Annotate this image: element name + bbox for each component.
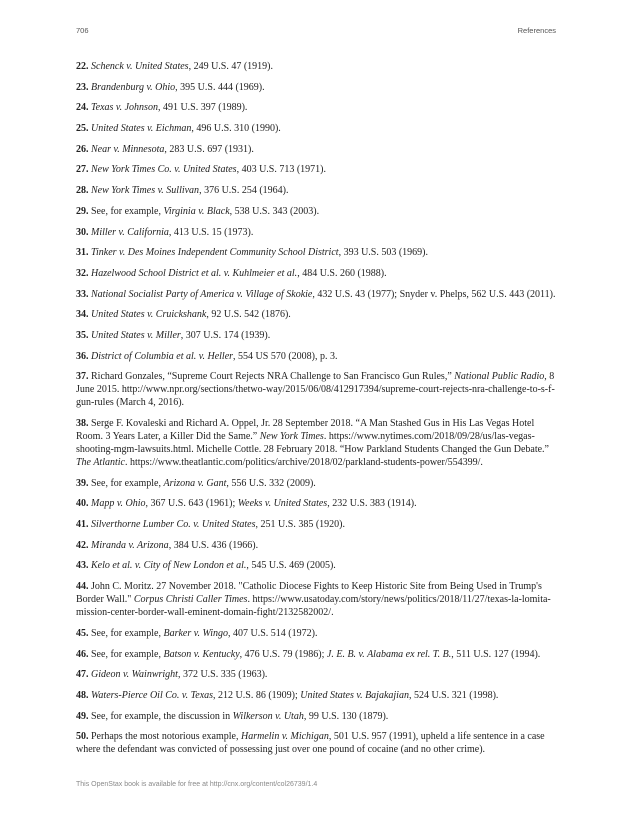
citation-text: , 538 U.S. 343 (2003). (229, 205, 320, 217)
reference-item (76, 627, 556, 640)
case-name: National Socialist Party of America v. Village of Skokie (91, 288, 313, 300)
citation-text: . https://www.usatoday.com/story/news/politics/2018/11/27/texas-la-lomita-mission-center-border-wall-eminent-domain-fight/2132582002/. (76, 594, 551, 619)
reference-item (76, 308, 556, 321)
citation-text: , 545 U.S. 469 (2005). (246, 560, 336, 572)
citation-text: See, for example, the discussion in (91, 710, 233, 722)
case-name: Hazelwood School District et al. v. Kuhlmeier et al. (91, 267, 298, 279)
case-name: Schenck v. United States (91, 61, 189, 72)
case-name: District of Columbia et al. v. Heller (91, 350, 234, 362)
reference-number: 41. (76, 519, 89, 531)
citation-text: , 376 U.S. 254 (1964). (199, 185, 289, 197)
citation-text: , 403 U.S. 713 (1971). (236, 164, 327, 176)
reference-number: 26. (76, 143, 89, 155)
reference-item (76, 81, 556, 94)
reference-number: 40. (76, 498, 89, 510)
citation-text: , 367 U.S. 643 (1961); (145, 498, 238, 510)
reference-number: 45. (76, 627, 89, 639)
reference-item (76, 60, 556, 73)
citation-text: John C. Moritz. 27 November 2018. "Catholic Diocese Fights to Keep Historic Site from Being Used in Trump's Border Wall." (76, 581, 542, 606)
citation-text: . https://www.theatlantic.com/politics/archive/2018/02/parkland-students-power/554399/. (124, 457, 483, 468)
case-name: Barker v. Wingo (163, 627, 229, 639)
case-name: Waters-Pierce Oil Co. v. Texas (91, 689, 214, 701)
citation-text: , 413 U.S. 15 (1973). (168, 226, 254, 238)
citation-text: See, for example, (91, 477, 164, 489)
case-name: Weeks v. United States (237, 498, 328, 510)
reference-item (76, 184, 556, 197)
page-number: 706 (76, 26, 89, 35)
citation-text: Serge F. Kovaleski and Richard A. Oppel, Jr. 28 September 2018. “A Man Stashed Gus in His Las Vegas Hotel Room. 3 Years Later, a Killer Did the Same.” (76, 418, 535, 442)
reference-number: 39. (76, 477, 89, 489)
reference-number: 35. (76, 329, 89, 341)
citation-text: Richard Gonzales, “Supreme Court Rejects NRA Challenge to San Francisco Gun Rules,” (91, 371, 455, 383)
citation-text: , 484 U.S. 260 (1988). (297, 267, 387, 279)
reference-number: 42. (76, 539, 89, 551)
reference-item (76, 497, 556, 510)
case-name: Wilkerson v. Utah (232, 710, 304, 722)
citation-text: , 524 U.S. 321 (1998). (408, 689, 499, 701)
reference-number: 47. (76, 669, 89, 681)
citation-text: , 232 U.S. 383 (1914). (327, 498, 417, 510)
reference-item (76, 668, 556, 681)
reference-list (76, 60, 556, 764)
citation-text: , 476 U.S. 79 (1986); (239, 648, 327, 660)
citation-text: , 395 U.S. 444 (1969). (175, 81, 265, 93)
reference-item (76, 267, 556, 280)
citation-text: , 393 U.S. 503 (1969). (338, 247, 429, 259)
citation-text: , 556 U.S. 332 (2009). (226, 477, 316, 489)
citation-text: , 491 U.S. 397 (1989). (157, 102, 248, 114)
reference-item (76, 518, 556, 531)
citation-text: , 92 U.S. 542 (1876). (206, 309, 291, 321)
reference-item (76, 477, 556, 490)
citation-text: , 501 U.S. 957 (1991), upheld a life sentence in a case where the defendant was convicted of possessing just over one pound of cocaine (and no other crime). (76, 731, 545, 756)
reference-number: 38. (76, 418, 89, 429)
case-name: The Atlantic (76, 457, 125, 468)
section-title: References (517, 26, 556, 35)
reference-item (76, 689, 556, 702)
reference-item (76, 101, 556, 114)
reference-item (76, 370, 556, 409)
citation-text: , 8 June 2015. http://www.npr.org/sections/thetwo-way/2015/06/08/412917394/supreme-court-rejects-nra-challenge-to-s-f-gun-rules (March 4, 2016). (76, 371, 555, 409)
citation-text: , 212 U.S. 86 (1909); (213, 689, 301, 701)
citation-text: , 283 U.S. 697 (1931). (164, 143, 254, 155)
case-name: United States v. Miller (91, 329, 181, 341)
case-name: New York Times (259, 431, 324, 442)
reference-number: 49. (76, 710, 89, 722)
reference-item (76, 329, 556, 342)
case-name: Mapp v. Ohio (91, 498, 146, 510)
case-name: New York Times v. Sullivan (91, 185, 200, 197)
case-name: Gideon v. Wainwright (91, 669, 178, 681)
citation-text: , 372 U.S. 335 (1963). (177, 669, 268, 681)
reference-item (76, 205, 556, 218)
citation-text: , 511 U.S. 127 (1994). (451, 648, 541, 660)
case-name: Harmelin v. Michigan (240, 731, 329, 743)
case-name: Texas v. Johnson (91, 102, 158, 114)
case-name: United States v. Cruickshank (91, 309, 207, 321)
case-name: Brandenburg v. Ohio (91, 81, 176, 93)
case-name: J. E. B. v. Alabama ex rel. T. B. (326, 648, 452, 660)
reference-item (76, 417, 556, 469)
citation-text: . https://www.nytimes.com/2018/09/28/us/las-vegas-shooting-mgm-lawsuits.html. Michelle Cottle. 28 February 2018. “How Parkland Students Changed the Gun Debate.” (76, 431, 549, 455)
citation-text: See, for example, (91, 205, 164, 217)
reference-item (76, 246, 556, 259)
citation-text: , 251 U.S. 385 (1920). (255, 519, 345, 531)
citation-text: , 99 U.S. 130 (1879). (303, 710, 389, 722)
reference-item (76, 143, 556, 156)
reference-item (76, 580, 556, 619)
reference-number: 50. (76, 731, 89, 743)
citation-text: , 407 U.S. 514 (1972). (228, 627, 318, 639)
reference-number: 29. (76, 205, 89, 217)
reference-number: 31. (76, 247, 89, 259)
reference-number: 23. (76, 81, 89, 93)
case-name: Miller v. California (91, 226, 169, 238)
reference-item (76, 559, 556, 572)
reference-number: 33. (76, 288, 89, 300)
reference-item (76, 710, 556, 723)
reference-number: 44. (76, 581, 89, 593)
reference-number: 32. (76, 267, 89, 279)
case-name: New York Times Co. v. United States (91, 164, 237, 176)
reference-item (76, 288, 556, 301)
citation-text: , 496 U.S. 310 (1990). (191, 123, 281, 135)
case-name: Virginia v. Black (163, 205, 230, 217)
citation-text: , 432 U.S. 43 (1977); Snyder v. Phelps, 562 U.S. 443 (2011). (312, 288, 556, 300)
citation-text: See, for example, (91, 627, 164, 639)
reference-item (76, 226, 556, 239)
reference-number: 34. (76, 309, 89, 321)
case-name: Miranda v. Arizona (91, 539, 169, 551)
reference-number: 37. (76, 371, 89, 383)
case-name: United States v. Eichman (91, 123, 192, 135)
reference-item (76, 122, 556, 135)
citation-text: , 249 U.S. 47 (1919). (188, 61, 274, 72)
reference-number: 24. (76, 102, 89, 114)
reference-number: 30. (76, 226, 89, 238)
case-name: Batson v. Kentucky (163, 648, 240, 660)
reference-number: 22. (76, 61, 89, 72)
reference-item (76, 730, 556, 756)
citation-text: See, for example, (91, 648, 164, 660)
case-name: Near v. Minnesota (91, 143, 165, 155)
case-name: Kelo et al. v. City of New London et al. (91, 560, 247, 572)
reference-item (76, 350, 556, 363)
citation-text: , 554 US 570 (2008), p. 3. (233, 350, 338, 362)
citation-text: , 307 U.S. 174 (1939). (180, 329, 271, 341)
reference-number: 28. (76, 185, 89, 197)
reference-number: 27. (76, 164, 89, 176)
case-name: Silverthorne Lumber Co. v. United States (91, 519, 256, 531)
reference-number: 48. (76, 689, 89, 701)
page-footer: This OpenStax book is available for free at http://cnx.org/content/col26739/1.4 (76, 781, 318, 788)
reference-number: 36. (76, 350, 89, 362)
case-name: Tinker v. Des Moines Independent Community School District (91, 247, 339, 259)
reference-item (76, 539, 556, 552)
reference-item (76, 163, 556, 176)
case-name: Corpus Christi Caller Times (133, 594, 248, 606)
case-name: Arizona v. Gant (163, 477, 227, 489)
citation-text: Perhaps the most notorious example, (91, 731, 241, 743)
case-name: United States v. Bajakajian (300, 689, 409, 701)
case-name: National Public Radio (454, 371, 545, 383)
reference-item (76, 648, 556, 661)
citation-text: , 384 U.S. 436 (1966). (168, 539, 259, 551)
reference-number: 43. (76, 560, 89, 572)
reference-number: 46. (76, 648, 89, 660)
reference-number: 25. (76, 123, 89, 135)
